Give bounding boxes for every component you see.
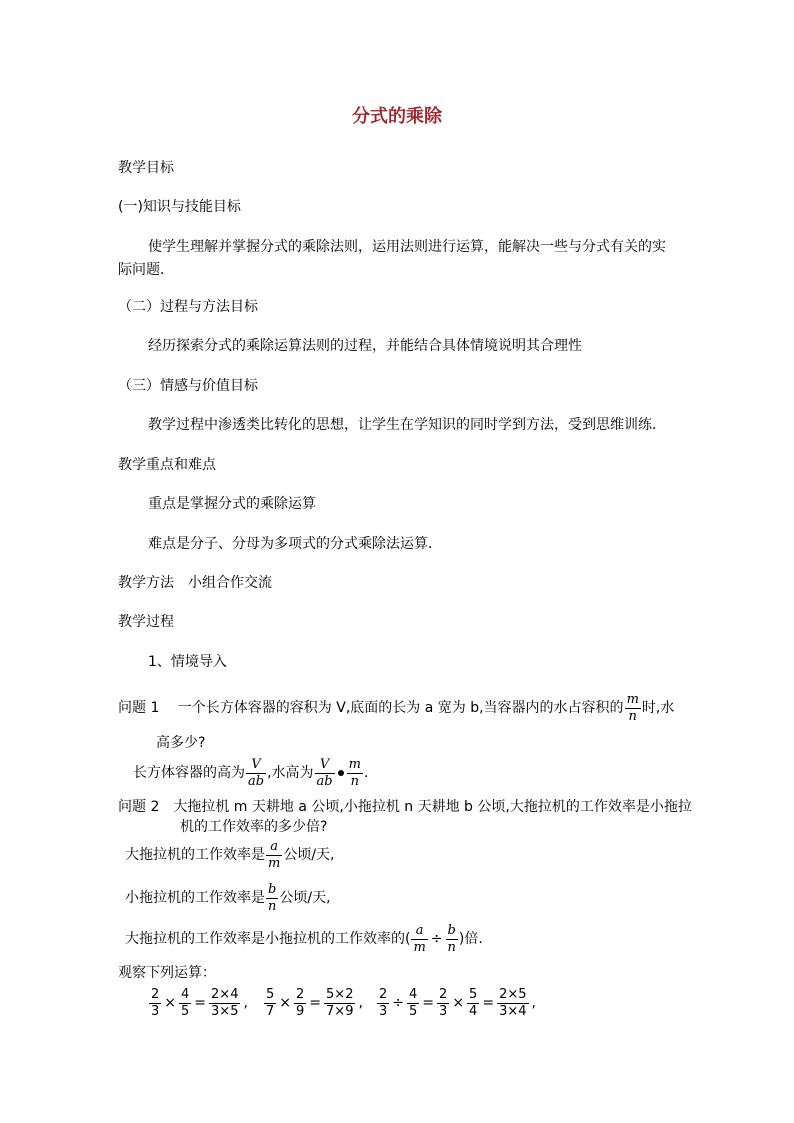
eq2-fraction1: $\frac{5}{7}$ (266, 986, 275, 1019)
eq2-op: × (279, 995, 292, 1011)
eq1-op: × (164, 995, 177, 1011)
observe-equation-3 (376, 983, 538, 1023)
key-point: 重点是掌握分式的乘除运算 (148, 496, 316, 512)
eq3-fraction5: $\frac{2\times 5}{3\times 4}$ (499, 986, 527, 1019)
eq3-fraction1: $\frac{2}{3}$ (379, 986, 388, 1019)
eq2-fraction2: $\frac{2}{9}$ (296, 986, 305, 1019)
eq3-fraction3: $\frac{2}{3}$ (439, 986, 448, 1019)
eq3-fraction4: $\frac{5}{4}$ (469, 986, 478, 1019)
step1-label: 1、情境导入 (148, 654, 227, 670)
eq1-end: , (243, 995, 248, 1011)
observe-label: 观察下列运算： (118, 965, 216, 981)
eq3-op1: ÷ (392, 995, 405, 1011)
observe-equation-2 (263, 983, 365, 1023)
eq2-fraction3: $\frac{5\times 2}{7\times 9}$ (326, 986, 354, 1019)
q2-ratio-text-a: 大拖拉机的工作效率是小拖拉机的工作效率的( (125, 931, 411, 947)
process-heading: （二）过程与方法目标 (118, 299, 258, 315)
q2-small-text-a: 小拖拉机的工作效率是 (125, 890, 265, 906)
eq1-fraction1: $\frac{2}{3}$ (151, 986, 160, 1019)
q1-answer-text-b: ,水高为 (267, 765, 314, 781)
q1-fraction: $\frac{m}{n}$ (626, 691, 639, 724)
eq1-fraction3: $\frac{2\times 4}{3\times 5}$ (211, 986, 239, 1019)
process-title: 教学过程 (118, 614, 174, 630)
q1-text-b: 时,水 (641, 700, 675, 716)
eq3-fraction2: $\frac{4}{5}$ (409, 986, 418, 1019)
q2-small-efficiency (125, 880, 331, 916)
q1-line1 (118, 690, 674, 726)
q2-line1: 问题 2 大拖拉机 m 天耕地 a 公顷,小拖拉机 n 天耕地 b 公顷,大拖拉机的工作效率是小拖拉 (118, 799, 692, 815)
knowledge-heading: (一)知识与技能目标 (118, 199, 241, 215)
q1-answer-fraction3: $\frac{m}{n}$ (348, 756, 361, 789)
eq3-op2: × (452, 995, 465, 1011)
process-text: 经历探索分式的乘除运算法则的过程，并能结合具体情境说明其合理性 (148, 338, 582, 354)
divide-symbol: ÷ (430, 931, 443, 947)
eq3-end: , (531, 995, 536, 1011)
q2-ratio-fraction2: $\frac{b}{n}$ (447, 922, 456, 955)
knowledge-text-line1: 使学生理解并掌握分式的乘除法则，运用法则进行运算，能解决一些与分式有关的实 (148, 239, 666, 255)
q1-answer (133, 755, 368, 791)
key-heading: 教学重点和难点 (118, 457, 216, 473)
q2-line2: 机的工作效率的多少倍? (180, 819, 328, 835)
observe-equation-1 (148, 983, 250, 1023)
q1-answer-text-a: 长方体容器的高为 (133, 765, 245, 781)
page-title: 分式的乘除 (352, 106, 442, 127)
q2-ratio (125, 921, 483, 957)
q2-big-efficiency (125, 837, 335, 873)
method-line: 教学方法 小组合作交流 (118, 575, 272, 591)
eq1-equals: = (194, 995, 207, 1011)
q1-answer-end: . (363, 765, 369, 781)
eq1-fraction2: $\frac{4}{5}$ (181, 986, 190, 1019)
emotion-text: 教学过程中渗透类比转化的思想，让学生在学知识的同时学到方法，受到思维训练． (148, 417, 666, 433)
emotion-heading: （三）情感与价值目标 (118, 378, 258, 394)
q1-answer-fraction2: $\frac{V}{ab}$ (316, 756, 333, 789)
q2-big-text-b: 公顷/天, (283, 847, 335, 863)
q2-ratio-text-b: )倍. (458, 931, 483, 947)
knowledge-text-line2: 际问题． (118, 262, 174, 278)
q2-big-text-a: 大拖拉机的工作效率是 (125, 847, 265, 863)
eq3-equals2: = (482, 995, 495, 1011)
q2-ratio-fraction1: $\frac{a}{m}$ (413, 922, 426, 955)
q2-small-text-b: 公顷/天, (279, 890, 331, 906)
eq2-end: , (358, 995, 363, 1011)
q1-answer-fraction: $\frac{V}{ab}$ (248, 756, 265, 789)
q2-small-fraction: $\frac{b}{n}$ (268, 881, 277, 914)
q2-big-fraction: $\frac{a}{m}$ (268, 838, 281, 871)
q1-line2: 高多少? (156, 735, 206, 751)
eq2-equals: = (309, 995, 322, 1011)
eq3-equals1: = (422, 995, 435, 1011)
multiply-dot-icon (338, 770, 344, 776)
q1-text-a: 问题 1 一个长方体容器的容积为 V,底面的长为 a 宽为 b,当容器内的水占容积的 (118, 700, 624, 716)
difficult-point: 难点是分子、分母为多项式的分式乘除法运算． (148, 536, 442, 552)
goals-heading: 教学目标 (118, 160, 174, 176)
